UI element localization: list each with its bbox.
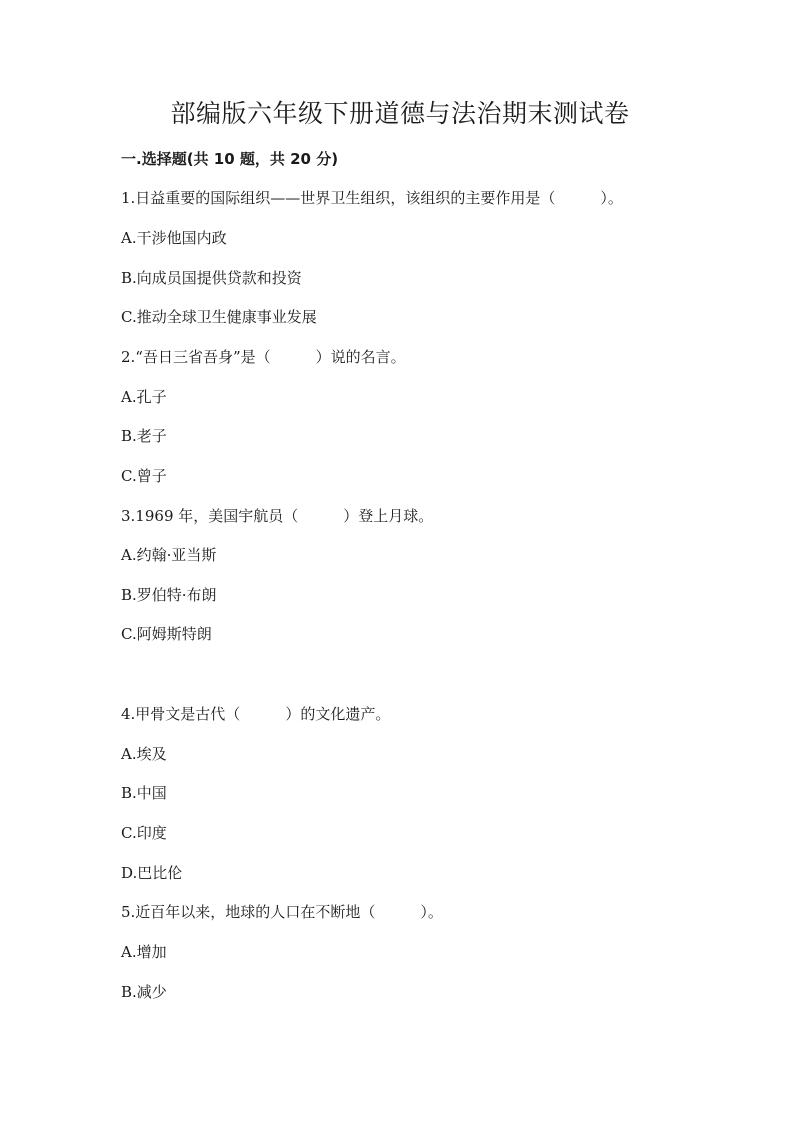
question-2-option-c: C.曾子 [121, 467, 167, 485]
question-2-stem: 2.“吾日三省吾身”是（ ）说的名言。 [121, 348, 406, 366]
question-1-option-a: A.干涉他国内政 [121, 229, 227, 247]
question-1-option-b: B.向成员国提供贷款和投资 [121, 269, 302, 287]
question-4-stem: 4.甲骨文是古代（ ）的文化遗产。 [121, 705, 391, 723]
question-4-option-c: C.印度 [121, 824, 167, 842]
question-1-stem: 1.日益重要的国际组织——世界卫生组织，该组织的主要作用是（ ）。 [121, 189, 623, 207]
question-4-option-b: B.中国 [121, 784, 167, 802]
question-5-option-a: A.增加 [121, 943, 167, 961]
question-2-option-b: B.老子 [121, 427, 167, 445]
question-4-option-d: D.巴比伦 [121, 864, 183, 882]
question-3-option-c: C.阿姆斯特朗 [121, 625, 212, 643]
question-3-option-b: B.罗伯特·布朗 [121, 586, 217, 604]
question-4-option-a: A.埃及 [121, 745, 167, 763]
question-3-option-a: A.约翰·亚当斯 [121, 546, 217, 564]
question-5-option-b: B.减少 [121, 983, 167, 1001]
section-heading: 一.选择题(共 10 题，共 20 分) [121, 150, 339, 168]
question-1-option-c: C.推动全球卫生健康事业发展 [121, 308, 317, 326]
page-title: 部编版六年级下册道德与法治期末测试卷 [170, 99, 630, 128]
question-2-option-a: A.孔子 [121, 388, 167, 406]
question-5-stem: 5.近百年以来，地球的人口在不断地（ ）。 [121, 903, 443, 921]
question-3-stem: 3.1969 年，美国宇航员（ ）登上月球。 [121, 507, 434, 525]
